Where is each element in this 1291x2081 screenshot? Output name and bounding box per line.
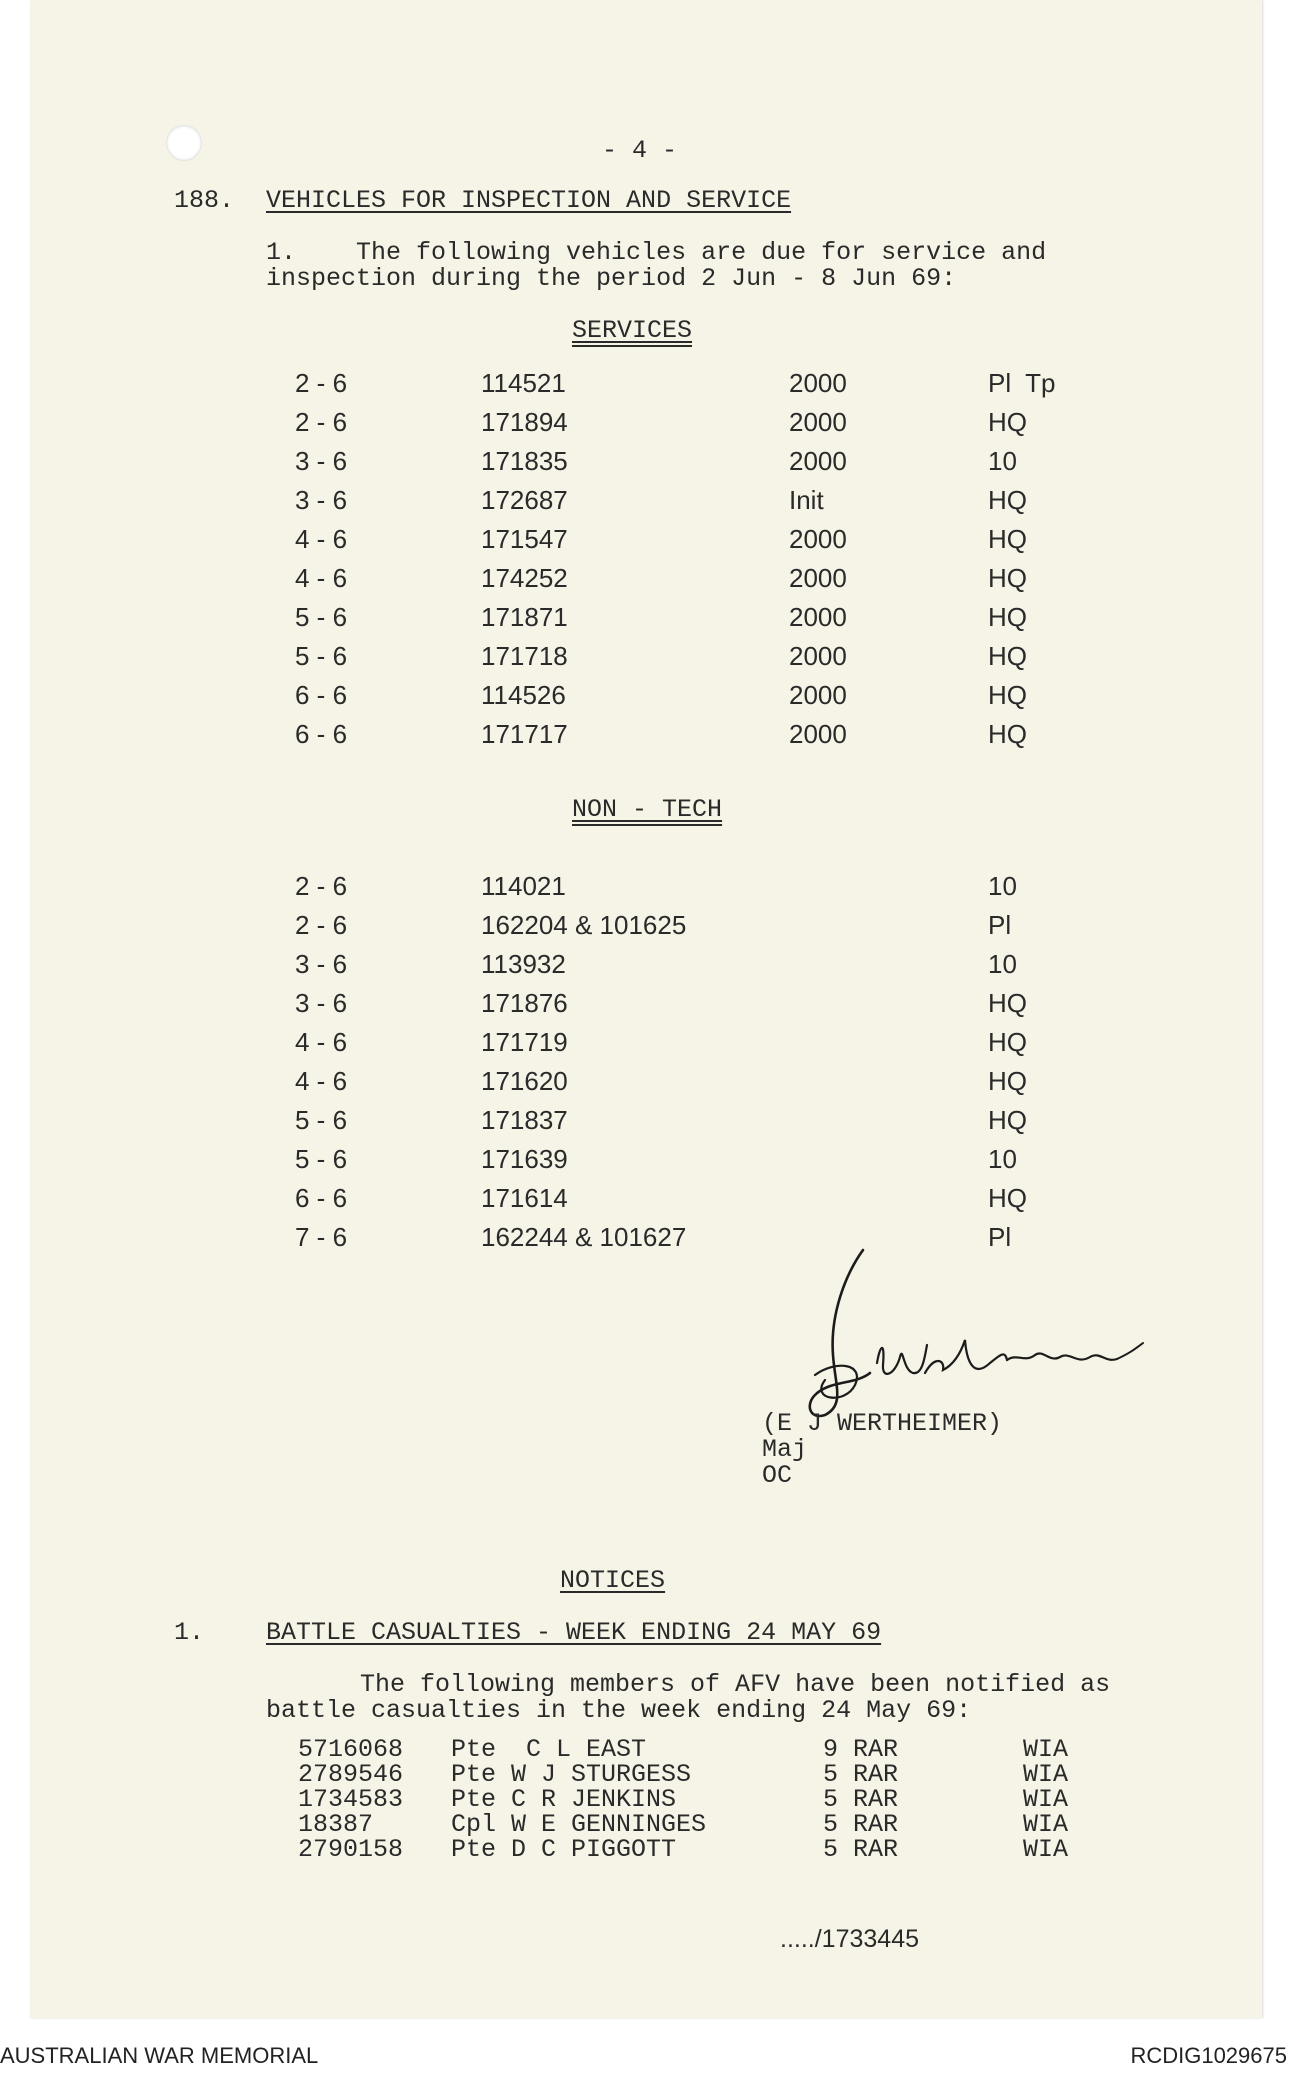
section-paragraph-line-2: inspection during the period 2 Jun - 8 Jun 69:: [266, 264, 957, 293]
date-cell: 5 - 6: [295, 641, 348, 671]
member-unit: 9 RAR: [823, 1735, 899, 1764]
section-title: VEHICLES FOR INSPECTION AND SERVICE: [266, 186, 792, 215]
vehicle-number-cell: 171547: [481, 524, 568, 554]
vehicle-number-cell: 171837: [481, 1105, 568, 1135]
service-type-cell: 2000: [789, 719, 847, 749]
document-page: [30, 0, 1262, 2018]
table-row: [295, 446, 1095, 476]
vehicle-number-cell: 171639: [481, 1144, 568, 1174]
casualty-row: [298, 1812, 1098, 1837]
date-cell: 6 - 6: [295, 1183, 348, 1213]
unit-cell: Pl: [988, 910, 1012, 940]
vehicle-number-cell: 171835: [481, 446, 568, 476]
unit-cell: 10: [988, 1144, 1017, 1174]
vehicle-number-cell: 171876: [481, 988, 568, 1018]
table-row: [295, 1183, 1095, 1213]
service-type-cell: Init: [789, 485, 824, 515]
table-row: [295, 871, 1095, 901]
date-cell: 2 - 6: [295, 910, 348, 940]
section-number: 188.: [174, 186, 235, 215]
vehicle-number-cell: 172687: [481, 485, 568, 515]
notice-item-title: BATTLE CASUALTIES - WEEK ENDING 24 MAY 69: [266, 1618, 882, 1647]
notice-item-number: 1.: [174, 1618, 205, 1647]
unit-cell: HQ: [988, 988, 1027, 1018]
unit-cell: HQ: [988, 563, 1027, 593]
unit-cell: Pl: [988, 1222, 1012, 1252]
member-unit: 5 RAR: [823, 1810, 899, 1839]
table-row: [295, 1105, 1095, 1135]
table-row: [295, 563, 1095, 593]
service-type-cell: 2000: [789, 446, 847, 476]
table-row: [295, 485, 1095, 515]
table-row: [295, 602, 1095, 632]
service-type-cell: 2000: [789, 524, 847, 554]
table-row: [295, 988, 1095, 1018]
date-cell: 3 - 6: [295, 949, 348, 979]
date-cell: 4 - 6: [295, 1066, 348, 1096]
unit-cell: HQ: [988, 719, 1027, 749]
vehicle-number-cell: 171717: [481, 719, 568, 749]
unit-cell: 10: [988, 871, 1017, 901]
table-row: [295, 719, 1095, 749]
date-cell: 2 - 6: [295, 368, 348, 398]
vehicle-number-cell: 171614: [481, 1183, 568, 1213]
date-cell: 6 - 6: [295, 680, 348, 710]
service-number: 5716068: [298, 1735, 404, 1764]
casualty-row: [298, 1837, 1098, 1862]
table-row: [295, 407, 1095, 437]
vehicle-number-cell: 114521: [481, 368, 566, 398]
handwritten-signature: [785, 1245, 1165, 1420]
vehicle-number-cell: 162204 & 101625: [481, 910, 687, 940]
casualty-status: WIA: [1023, 1760, 1069, 1789]
footer-institution: AUSTRALIAN WAR MEMORIAL: [0, 2043, 319, 2068]
date-cell: 3 - 6: [295, 988, 348, 1018]
service-type-cell: 2000: [789, 641, 847, 671]
service-number: 2790158: [298, 1835, 404, 1864]
member-name: Pte C R JENKINS: [451, 1785, 677, 1814]
service-type-cell: 2000: [789, 602, 847, 632]
signatory-role: OC: [762, 1461, 793, 1490]
vehicle-number-cell: 171718: [481, 641, 568, 671]
unit-cell: Pl Tp: [988, 368, 1056, 398]
date-cell: 4 - 6: [295, 524, 348, 554]
punch-hole: [166, 125, 202, 161]
unit-cell: HQ: [988, 680, 1027, 710]
casualty-row: [298, 1787, 1098, 1812]
casualty-status: WIA: [1023, 1735, 1069, 1764]
service-number: 1734583: [298, 1785, 404, 1814]
table-row: [295, 1066, 1095, 1096]
member-unit: 5 RAR: [823, 1835, 899, 1864]
vehicle-number-cell: 113932: [481, 949, 566, 979]
non-tech-heading: NON - TECH: [572, 795, 723, 824]
vehicle-number-cell: 162244 & 101627: [481, 1222, 687, 1252]
date-cell: 4 - 6: [295, 1027, 348, 1057]
page-number: - 4 -: [602, 136, 678, 165]
vehicle-number-cell: 114021: [481, 871, 566, 901]
notices-heading: NOTICES: [560, 1566, 666, 1595]
casualty-row: [298, 1762, 1098, 1787]
casualty-status: WIA: [1023, 1785, 1069, 1814]
member-name: Pte W J STURGESS: [451, 1760, 692, 1789]
service-number: 18387: [298, 1810, 374, 1839]
vehicle-number-cell: 171620: [481, 1066, 568, 1096]
service-type-cell: 2000: [789, 368, 847, 398]
date-cell: 6 - 6: [295, 719, 348, 749]
unit-cell: HQ: [988, 485, 1027, 515]
member-unit: 5 RAR: [823, 1760, 899, 1789]
service-number: 2789546: [298, 1760, 404, 1789]
table-row: [295, 524, 1095, 554]
table-row: [295, 368, 1095, 398]
table-row: [295, 1027, 1095, 1057]
footer-record-id: RCDIG1029675: [1130, 2043, 1287, 2068]
table-row: [295, 641, 1095, 671]
date-cell: 2 - 6: [295, 871, 348, 901]
services-heading: SERVICES: [572, 316, 693, 345]
notice-paragraph-line-1: The following members of AFV have been notified as: [360, 1670, 1111, 1699]
continuation-reference: ...../1733445: [780, 1925, 920, 1953]
unit-cell: 10: [988, 949, 1017, 979]
table-row: [295, 1144, 1095, 1174]
signatory-rank: Maj: [762, 1435, 808, 1464]
member-unit: 5 RAR: [823, 1785, 899, 1814]
vehicle-number-cell: 174252: [481, 563, 568, 593]
unit-cell: HQ: [988, 407, 1027, 437]
date-cell: 5 - 6: [295, 1144, 348, 1174]
date-cell: 4 - 6: [295, 563, 348, 593]
date-cell: 3 - 6: [295, 446, 348, 476]
unit-cell: HQ: [988, 1183, 1027, 1213]
unit-cell: HQ: [988, 1027, 1027, 1057]
casualty-status: WIA: [1023, 1835, 1069, 1864]
unit-cell: HQ: [988, 1066, 1027, 1096]
table-row: [295, 910, 1095, 940]
member-name: Cpl W E GENNINGES: [451, 1810, 707, 1839]
vehicle-number-cell: 171894: [481, 407, 568, 437]
casualty-status: WIA: [1023, 1810, 1069, 1839]
casualty-row: [298, 1737, 1098, 1762]
unit-cell: HQ: [988, 524, 1027, 554]
table-row: [295, 680, 1095, 710]
date-cell: 3 - 6: [295, 485, 348, 515]
vehicle-number-cell: 171719: [481, 1027, 568, 1057]
date-cell: 7 - 6: [295, 1222, 348, 1252]
date-cell: 5 - 6: [295, 602, 348, 632]
unit-cell: HQ: [988, 1105, 1027, 1135]
service-type-cell: 2000: [789, 563, 847, 593]
table-row: [295, 949, 1095, 979]
service-type-cell: 2000: [789, 407, 847, 437]
date-cell: 2 - 6: [295, 407, 348, 437]
member-name: Pte D C PIGGOTT: [451, 1835, 677, 1864]
unit-cell: HQ: [988, 602, 1027, 632]
service-type-cell: 2000: [789, 680, 847, 710]
notice-paragraph-line-2: battle casualties in the week ending 24 May 69:: [266, 1696, 972, 1725]
unit-cell: 10: [988, 446, 1017, 476]
unit-cell: HQ: [988, 641, 1027, 671]
date-cell: 5 - 6: [295, 1105, 348, 1135]
signatory-name: (E J WERTHEIMER): [762, 1409, 1003, 1438]
vehicle-number-cell: 114526: [481, 680, 566, 710]
member-name: Pte C L EAST: [451, 1735, 647, 1764]
section-paragraph-line-1: 1. The following vehicles are due for service and: [266, 238, 1047, 267]
vehicle-number-cell: 171871: [481, 602, 568, 632]
